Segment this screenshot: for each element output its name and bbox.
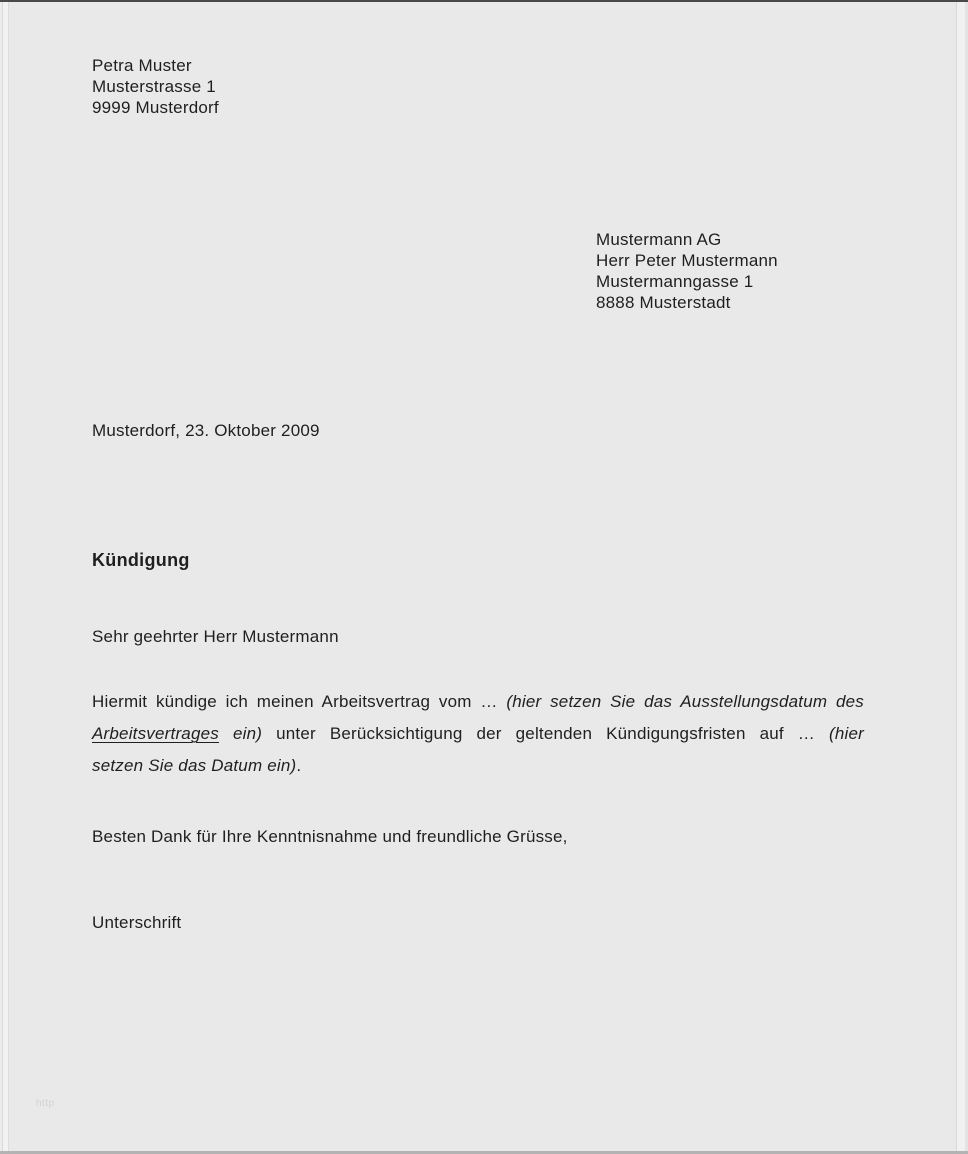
body-segment: . [296, 756, 302, 775]
body-segment: (hier [828, 724, 864, 743]
body-paragraph [92, 686, 864, 782]
body-segment: ein) [218, 724, 263, 743]
body-line [92, 718, 864, 750]
recipient-street: Mustermanngasse 1 [596, 272, 754, 291]
salutation: Sehr geehrter Herr Mustermann [92, 627, 339, 646]
page-left-edge [0, 2, 9, 1151]
body-segment: Arbeitsvertrages [92, 724, 219, 743]
body-segment: unter Berücksichtigung der geltenden Kündigungsfristen auf … [262, 724, 829, 743]
body-segment: setzen Sie das Datum ein) [92, 756, 297, 775]
page-top-edge [0, 0, 968, 2]
body-segment: Hiermit kündige ich meinen Arbeitsvertrag vom … [92, 692, 507, 711]
watermark-text: http [36, 1098, 55, 1109]
body-line [92, 686, 864, 718]
sender-address [92, 55, 219, 118]
subject-heading: Kündigung [92, 550, 190, 570]
recipient-company: Mustermann AG [596, 230, 722, 249]
closing-line: Besten Dank für Ihre Kenntnisnahme und freundliche Grüsse, [92, 827, 568, 846]
sender-street: Musterstrasse 1 [92, 77, 216, 96]
sender-city: 9999 Musterdorf [92, 98, 219, 117]
body-segment: (hier setzen Sie das Ausstellungsdatum des [506, 692, 864, 711]
body-line [92, 750, 864, 782]
date-line: Musterdorf, 23. Oktober 2009 [92, 421, 320, 440]
recipient-name: Herr Peter Mustermann [596, 251, 778, 270]
recipient-city: 8888 Musterstadt [596, 293, 731, 312]
page-right-edge [956, 2, 968, 1151]
sender-name: Petra Muster [92, 56, 192, 75]
recipient-address [596, 229, 778, 313]
signature-label: Unterschrift [92, 913, 182, 932]
